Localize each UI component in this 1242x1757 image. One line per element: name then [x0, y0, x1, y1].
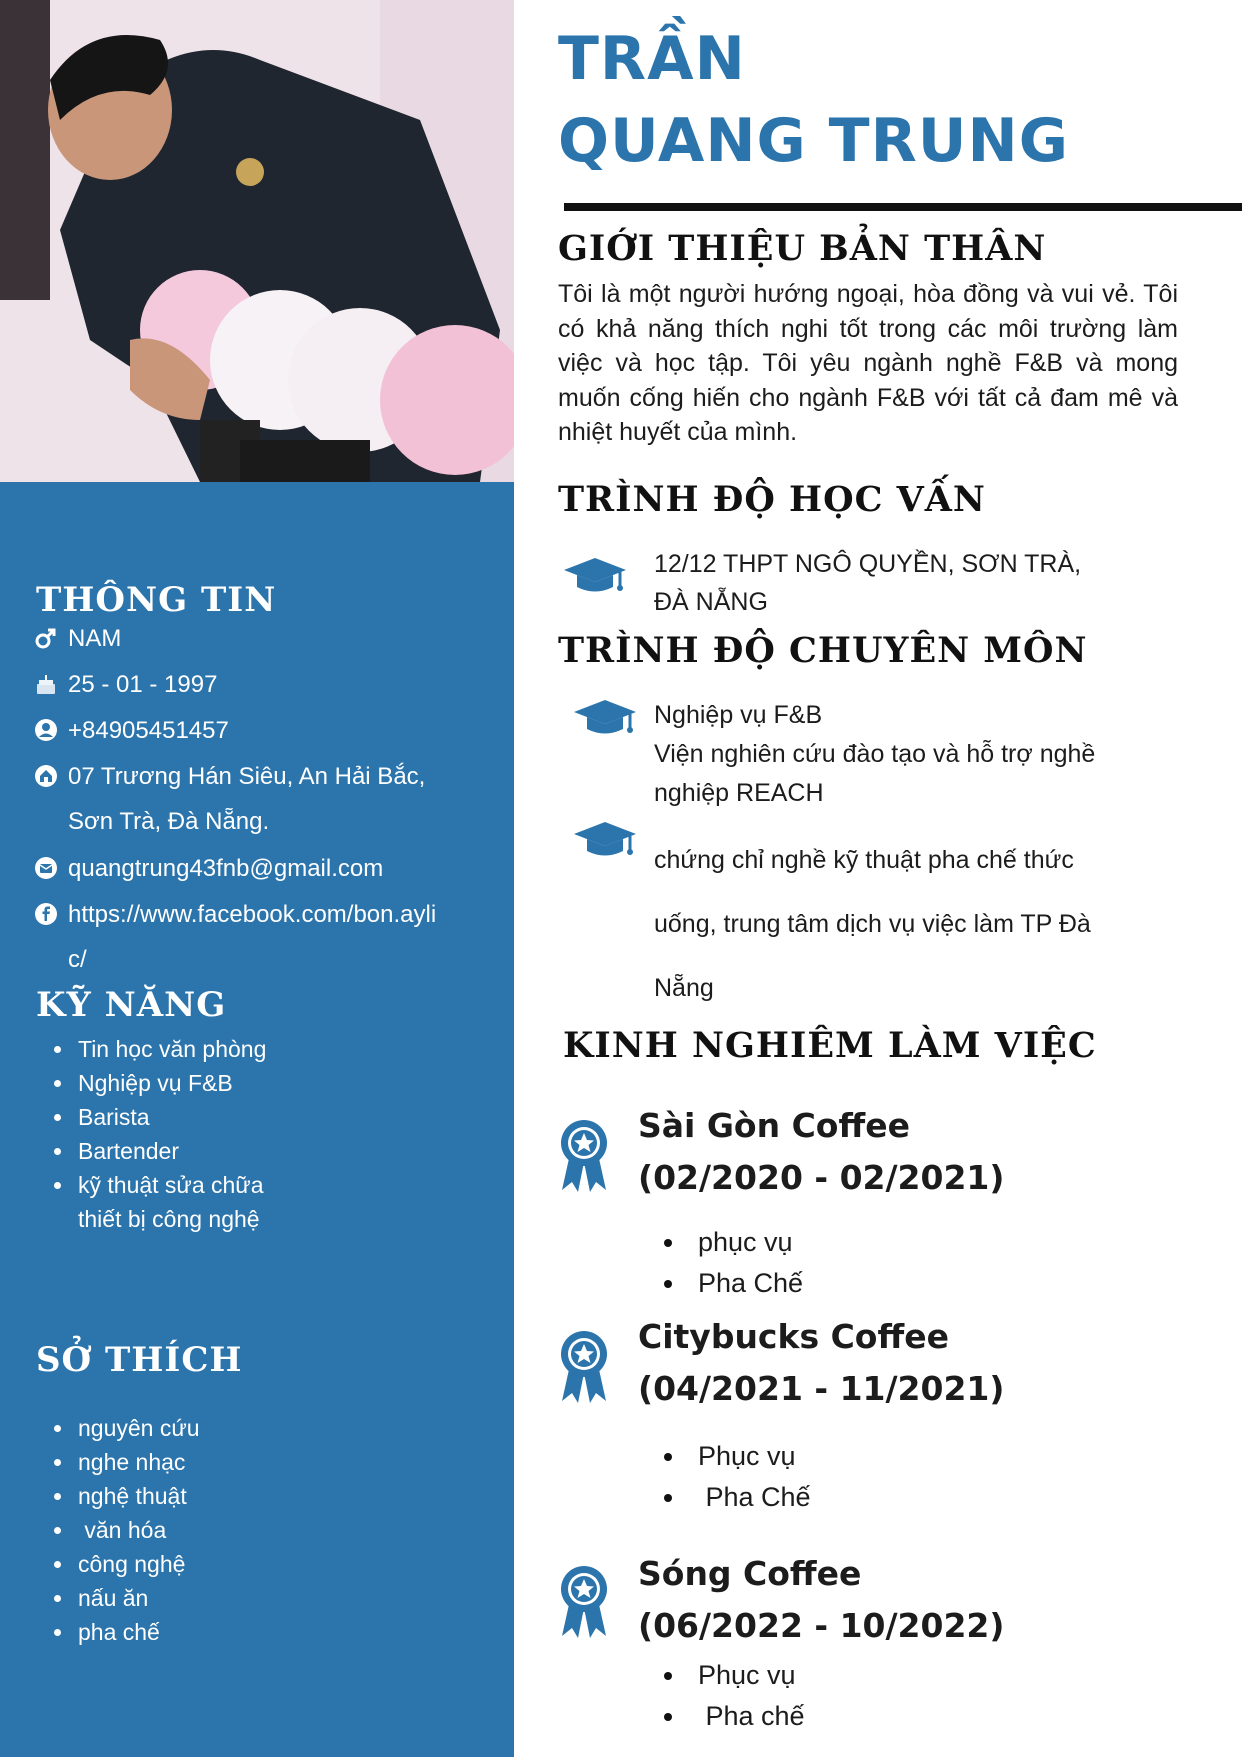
home-icon: [34, 764, 58, 788]
address-line-2: Sơn Trà, Đà Nẵng.: [68, 808, 270, 835]
intro-title: GIỚI THIỆU BẢN THÂN: [558, 228, 1047, 269]
education-line-2: ĐÀ NẴNG: [654, 588, 768, 616]
job-3-company: Sóng Coffee: [638, 1554, 862, 1593]
hobby-item: nghệ thuật: [52, 1479, 200, 1513]
skill-item: Tin học văn phòng: [52, 1032, 266, 1066]
name-line-2: QUANG TRUNG: [558, 106, 1069, 176]
hobby-item: nấu ăn: [52, 1581, 200, 1615]
skill-item: Barista: [52, 1100, 266, 1134]
divider: [564, 203, 1242, 211]
email-value[interactable]: quangtrung43fnb@gmail.com: [68, 855, 384, 882]
job-1-company: Sài Gòn Coffee: [638, 1106, 910, 1145]
duty-item: Phục vụ: [664, 1655, 805, 1696]
job-1-duties: [664, 1222, 803, 1304]
gender-value: NAM: [68, 625, 122, 652]
professional-title: TRÌNH ĐỘ CHUYÊN MÔN: [558, 630, 1088, 671]
professional-item-2-line-2: uống, trung tâm dịch vụ việc làm TP Đà: [654, 910, 1091, 938]
hobby-item: công nghệ: [52, 1547, 200, 1581]
address-line-1: 07 Trương Hán Siêu, An Hải Bắc,: [68, 763, 426, 790]
professional-item-2-line-3: Nẵng: [654, 974, 714, 1002]
email-icon: [34, 856, 58, 880]
education-title: TRÌNH ĐỘ HỌC VẤN: [558, 479, 986, 520]
phone-row: [34, 708, 488, 753]
duty-item: Phục vụ: [664, 1436, 811, 1477]
duty-item: phục vụ: [664, 1222, 803, 1263]
skill-item-line-1: kỹ thuật sửa chữa: [78, 1172, 264, 1198]
cake-icon: [34, 672, 58, 696]
facebook-line-1: https://www.facebook.com/bon.ayli: [68, 901, 437, 928]
birthdate-row: [34, 662, 488, 707]
skill-item: Bartender: [52, 1134, 266, 1168]
job-2: [638, 1311, 1004, 1415]
birthdate-value: 25 - 01 - 1997: [68, 671, 218, 698]
graduation-cap-icon: [572, 820, 638, 865]
duty-item: Pha Chế: [664, 1477, 811, 1518]
skill-item-line-2: thiết bị công nghệ: [78, 1206, 260, 1232]
user-icon: [34, 718, 58, 742]
graduation-cap-icon: [572, 698, 638, 743]
hobbies-list: [52, 1411, 200, 1649]
address-row: [34, 754, 488, 844]
male-icon: [34, 626, 58, 650]
duty-item: Pha Chế: [664, 1263, 803, 1304]
graduation-cap-icon: [562, 556, 628, 601]
hobby-item: pha chế: [52, 1615, 200, 1649]
skills-title: KỸ NĂNG: [36, 985, 227, 1025]
job-1: [638, 1100, 1004, 1204]
hobby-item: nghe nhạc: [52, 1445, 200, 1479]
address-value: [68, 754, 488, 844]
facebook-row: [34, 892, 488, 982]
hobbies-title: SỞ THÍCH: [36, 1340, 243, 1380]
skills-list: [52, 1032, 266, 1236]
award-badge-icon: [556, 1564, 612, 1645]
professional-item-1-line-3: nghiệp REACH: [654, 779, 824, 807]
job-2-period: (04/2021 - 11/2021): [638, 1369, 1005, 1408]
info-title: THÔNG TIN: [36, 580, 277, 620]
job-1-period: (02/2020 - 02/2021): [638, 1158, 1005, 1197]
job-3-duties: [664, 1655, 805, 1737]
profile-photo: [0, 0, 514, 482]
award-badge-icon: [556, 1118, 612, 1199]
intro-text: Tôi là một người hướng ngoại, hòa đồng và vui vẻ. Tôi có khả năng thích nghi tốt trong các môi trường làm việc và học tập. Tôi yêu ngành nghề F&B và mong muốn cống hiến cho ngành F&B với tất cả đam mê và nhiệt huyết của mình.: [558, 280, 1178, 446]
job-3: [638, 1548, 1004, 1652]
candidate-name: [558, 18, 1069, 182]
job-2-company: Citybucks Coffee: [638, 1317, 949, 1356]
email-row: [34, 846, 488, 891]
job-3-period: (06/2022 - 10/2022): [638, 1606, 1005, 1645]
gender-row: [34, 616, 488, 661]
professional-item-2: [654, 828, 1091, 1020]
education-text: [654, 545, 1081, 621]
hobby-item: văn hóa: [52, 1513, 200, 1547]
education-line-1: 12/12 THPT NGÔ QUYỀN, SƠN TRÀ,: [654, 550, 1082, 578]
hobby-item: nguyên cứu: [52, 1411, 200, 1445]
skill-item: [52, 1168, 266, 1236]
phone-value: +84905451457: [68, 717, 229, 744]
professional-item-1: [654, 696, 1095, 813]
award-badge-icon: [556, 1329, 612, 1410]
professional-item-2-line-1: chứng chỉ nghề kỹ thuật pha chế thức: [654, 846, 1074, 874]
experience-title: KINH NGHIÊM LÀM VIỆC: [563, 1025, 1097, 1066]
facebook-value[interactable]: [68, 892, 488, 982]
duty-item: Pha chế: [664, 1696, 805, 1737]
facebook-line-2: c/: [68, 946, 87, 973]
job-2-duties: [664, 1436, 811, 1518]
professional-item-1-line-1: Nghiệp vụ F&B: [654, 701, 823, 729]
professional-item-1-line-2: Viện nghiên cứu đào tạo và hỗ trợ nghề: [654, 740, 1096, 768]
name-line-1: TRẦN: [558, 24, 746, 94]
skill-item: Nghiệp vụ F&B: [52, 1066, 266, 1100]
facebook-icon: [34, 902, 58, 926]
